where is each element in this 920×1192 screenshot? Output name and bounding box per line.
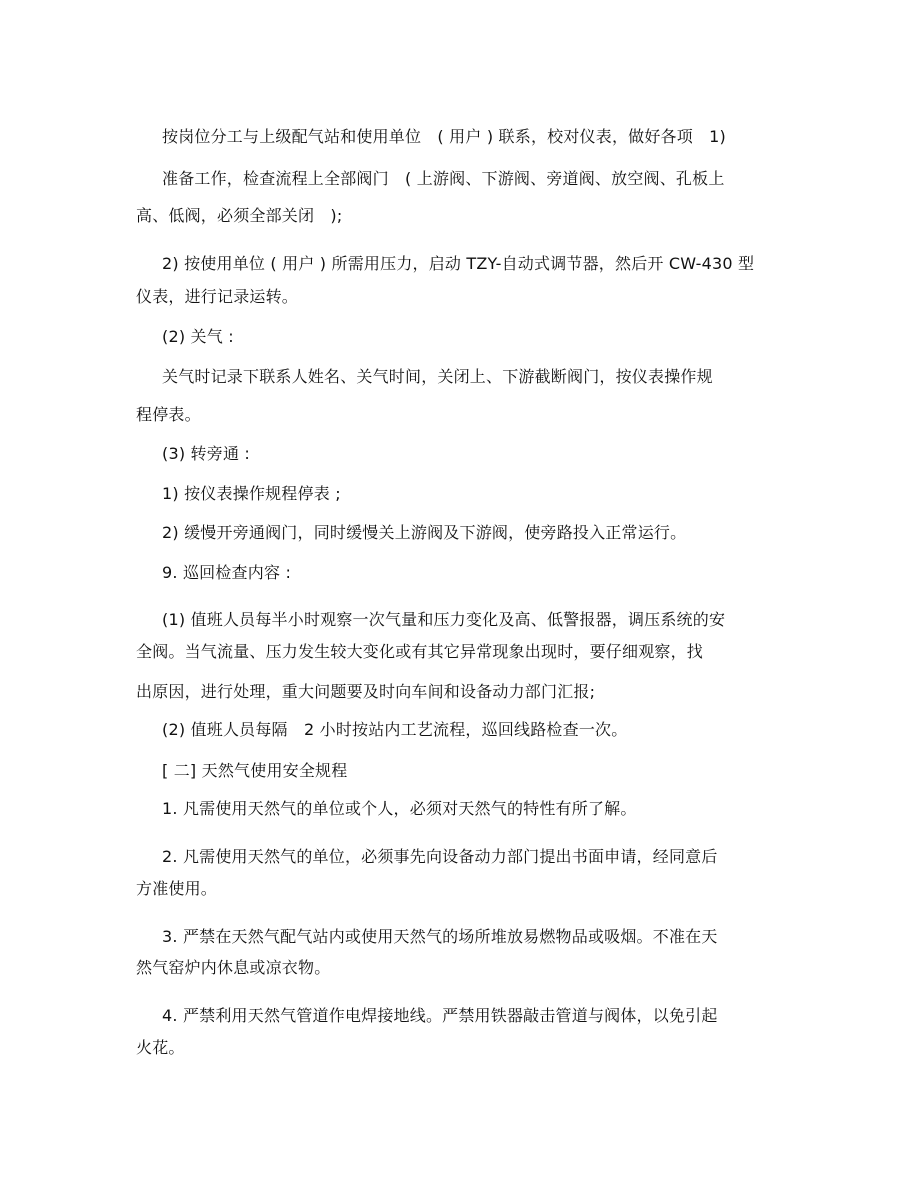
text-line: 4. 严禁利用天然气管道作电焊接地线。严禁用铁器敲击管道与阀体，以免引起 — [162, 1006, 718, 1025]
text-line: 仪表，进行记录运转。 — [136, 287, 299, 306]
section-heading: (3) 转旁通 : — [162, 444, 251, 463]
text-line: 然气窑炉内休息或凉衣物。 — [136, 958, 331, 977]
text-line: 按岗位分工与上级配气站和使用单位 ( 用户 ) 联系，校对仪表，做好各项 1) — [162, 127, 726, 146]
text-line: 1) 按仪表操作规程停表 ; — [162, 484, 341, 503]
text-line: 2) 按使用单位 ( 用户 ) 所需用压力，启动 TZY-自动式调节器，然后开 CW-430 型 — [162, 254, 755, 273]
text-line: 1. 凡需使用天然气的单位或个人，必须对天然气的特性有所了解。 — [162, 799, 637, 818]
text-line: 程停表。 — [136, 405, 201, 424]
text-line: 高、低阀，必须全部关闭 ); — [136, 206, 343, 225]
text-line: 出原因，进行处理，重大问题要及时向车间和设备动力部门汇报; — [136, 682, 596, 701]
text-line: 关气时记录下联系人姓名、关气时间，关闭上、下游截断阀门，按仪表操作规 — [162, 367, 713, 386]
section-heading: (2) 关气 : — [162, 327, 234, 346]
section-heading: 9. 巡回检查内容 : — [162, 563, 292, 582]
text-line: 全阀。当气流量、压力发生较大变化或有其它异常现象出现时，要仔细观察，找 — [136, 642, 704, 661]
text-line: 3. 严禁在天然气配气站内或使用天然气的场所堆放易燃物品或吸烟。不准在天 — [162, 927, 718, 946]
text-line: 2) 缓慢开旁通阀门，同时缓慢关上游阀及下游阀，使旁路投入正常运行。 — [162, 523, 687, 542]
text-line: (2) 值班人员每隔 2 小时按站内工艺流程，巡回线路检查一次。 — [162, 720, 628, 739]
text-line: (1) 值班人员每半小时观察一次气量和压力变化及高、低警报器，调压系统的安 — [162, 610, 726, 629]
text-line: 火花。 — [136, 1038, 185, 1057]
section-heading: [ 二] 天然气使用安全规程 — [162, 761, 348, 780]
text-line: 准备工作，检查流程上全部阀门 ( 上游阀、下游阀、旁道阀、放空阀、孔板上 — [162, 169, 725, 188]
text-line: 2. 凡需使用天然气的单位，必须事先向设备动力部门提出书面申请，经同意后 — [162, 847, 718, 866]
text-line: 方准使用。 — [136, 879, 218, 898]
